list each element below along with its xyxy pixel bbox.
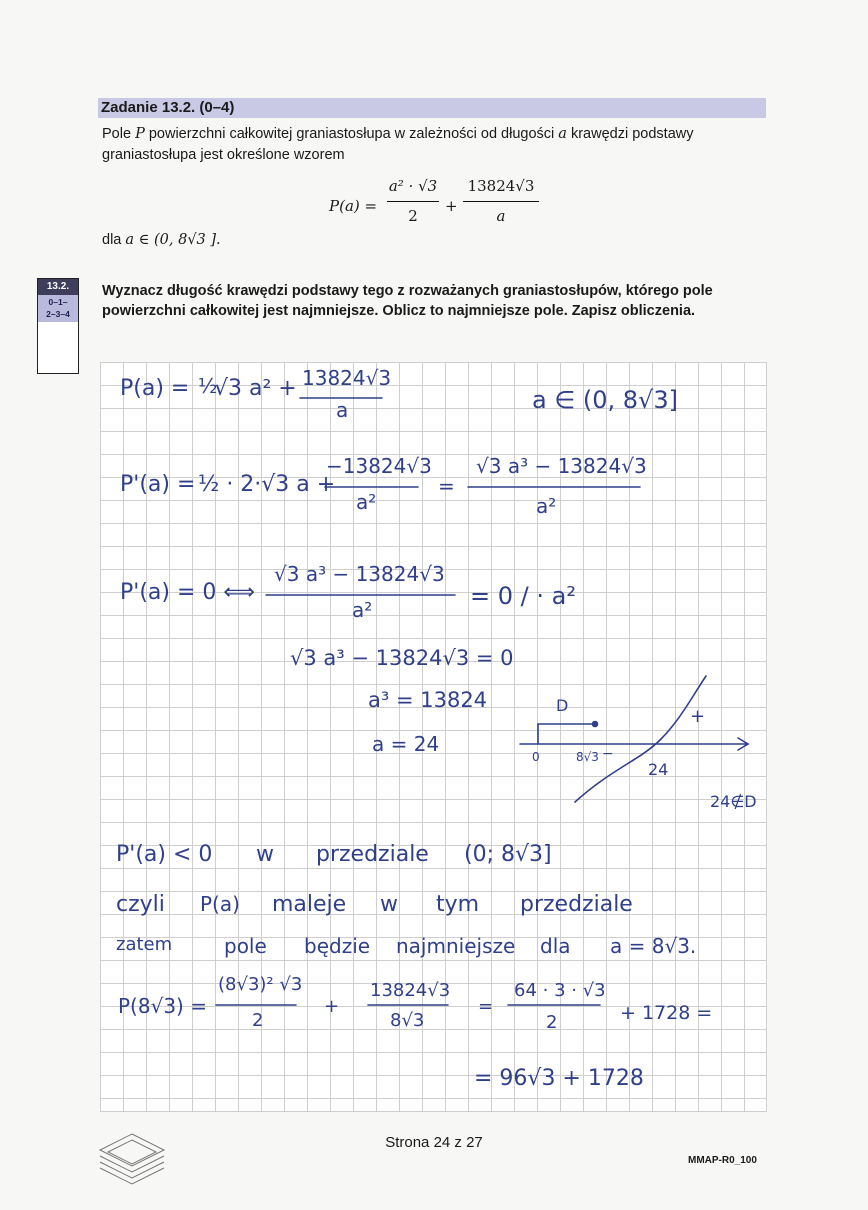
line1-num: 13824√3	[302, 366, 392, 390]
line2-eq: =	[438, 474, 455, 498]
line2-lhs: P'(a) =	[120, 472, 196, 497]
line2-den2: a²	[536, 494, 557, 518]
line10-eq: =	[478, 996, 494, 1017]
exam-code: MMAP-R0_100	[688, 1155, 757, 1166]
line5: a³ = 13824	[368, 688, 488, 712]
line2-mid: ½ · 2·√3 a +	[198, 472, 336, 497]
line2-den: a²	[356, 490, 377, 514]
sketch-note: 24∉D	[710, 792, 757, 811]
line10-den3: 2	[546, 1012, 558, 1033]
line7-b: w	[256, 842, 274, 867]
line2-num: −13824√3	[326, 454, 432, 478]
formula-frac1-num: a² · √3	[388, 177, 438, 195]
formula-frac1-den: 2	[408, 207, 418, 225]
line10-num3: 64 · 3 · √3	[514, 980, 606, 1001]
formula-frac2-den: a	[496, 207, 506, 225]
line4: √3 a³ − 13824√3 = 0	[290, 646, 514, 670]
line1-rest: √3 a² +	[214, 376, 297, 401]
line8-f: przedziale	[520, 892, 633, 917]
line8-c: maleje	[272, 892, 347, 917]
sketch-label-24: 24	[648, 760, 669, 779]
sketch-curve	[575, 676, 706, 802]
line9-c: będzie	[304, 934, 371, 958]
formula-lhs: P(a) =	[329, 197, 378, 215]
intro-text-2: powierzchni całkowitej graniastosłupa w zależności od długości	[144, 126, 559, 142]
line8-a: czyli	[116, 892, 165, 917]
line7-d: (0; 8√3]	[464, 842, 552, 867]
line8-e: tym	[436, 892, 480, 917]
sketch-domain-endpoint	[593, 722, 598, 727]
sketch-label-d: D	[556, 696, 569, 715]
badge-number: 13.2.	[38, 279, 78, 295]
line9-d: najmniejsze	[396, 934, 516, 958]
line1-lhs: P(a) =	[120, 376, 190, 401]
line10-num1: (8√3)² √3	[218, 974, 303, 995]
line3-rhs: = 0 / · a²	[470, 582, 576, 610]
sketch-label-minus: −	[602, 746, 614, 762]
line10-den1: 2	[252, 1010, 264, 1031]
line10-lhs: P(8√3) =	[118, 994, 207, 1018]
formula-plus: +	[445, 197, 458, 215]
task-title: Zadanie 13.2. (0–4)	[101, 99, 235, 116]
task-instruction: Wyznacz długość krawędzi podstawy tego z rozważanych graniastosłupów, którego pole powierzchni całkowitej jest najmniejsze. Oblicz to najmniejsze pole. Zapisz obliczenia.	[102, 283, 713, 319]
line7-c: przedziale	[316, 842, 429, 867]
line10-plus: +	[324, 996, 340, 1017]
line9-a: zatem	[116, 934, 173, 955]
line7-a: P'(a) < 0	[116, 842, 213, 867]
domain-prefix: dla	[102, 232, 126, 248]
sketch-label-plus: +	[690, 706, 706, 727]
sketch-label-0: 0	[532, 750, 540, 764]
line11: = 96√3 + 1728	[474, 1066, 644, 1091]
intro-var-p: P	[135, 126, 145, 142]
line8-d: w	[380, 892, 398, 917]
line1-den: a	[336, 398, 349, 422]
line3-num: √3 a³ − 13824√3	[274, 562, 445, 586]
intro-var-a: a	[558, 126, 567, 142]
line10-num2: 13824√3	[370, 980, 451, 1001]
domain-expr: a ∈ (0, 8√3 ].	[125, 232, 221, 248]
line9-f: a = 8√3.	[610, 934, 697, 958]
line9-e: dla	[540, 934, 571, 958]
line6: a = 24	[372, 732, 440, 756]
line9-b: pole	[224, 934, 267, 958]
line8-b: P(a)	[200, 892, 240, 916]
formula-frac2-num: 13824√3	[467, 177, 535, 195]
badge-scale-1: 0–1–	[48, 297, 68, 307]
line3-den: a²	[352, 598, 373, 622]
page-number: Strona 24 z 27	[385, 1134, 483, 1151]
line1-domain: a ∈ (0, 8√3]	[532, 386, 678, 414]
badge-scale-2: 2–3–4	[46, 309, 70, 319]
line10-tail: + 1728 =	[620, 1002, 713, 1024]
sketch-label-8: 8√3	[576, 750, 599, 764]
intro-text-1: Pole	[102, 126, 136, 142]
line3-lhs: P'(a) = 0 ⟺	[120, 580, 255, 605]
intro-text-3: krawędzi podstawy graniastosłupa jest określone wzorem	[102, 126, 694, 163]
line2-num2: √3 a³ − 13824√3	[476, 454, 647, 478]
line10-den2: 8√3	[390, 1010, 425, 1031]
line1-half: ½	[198, 374, 218, 398]
